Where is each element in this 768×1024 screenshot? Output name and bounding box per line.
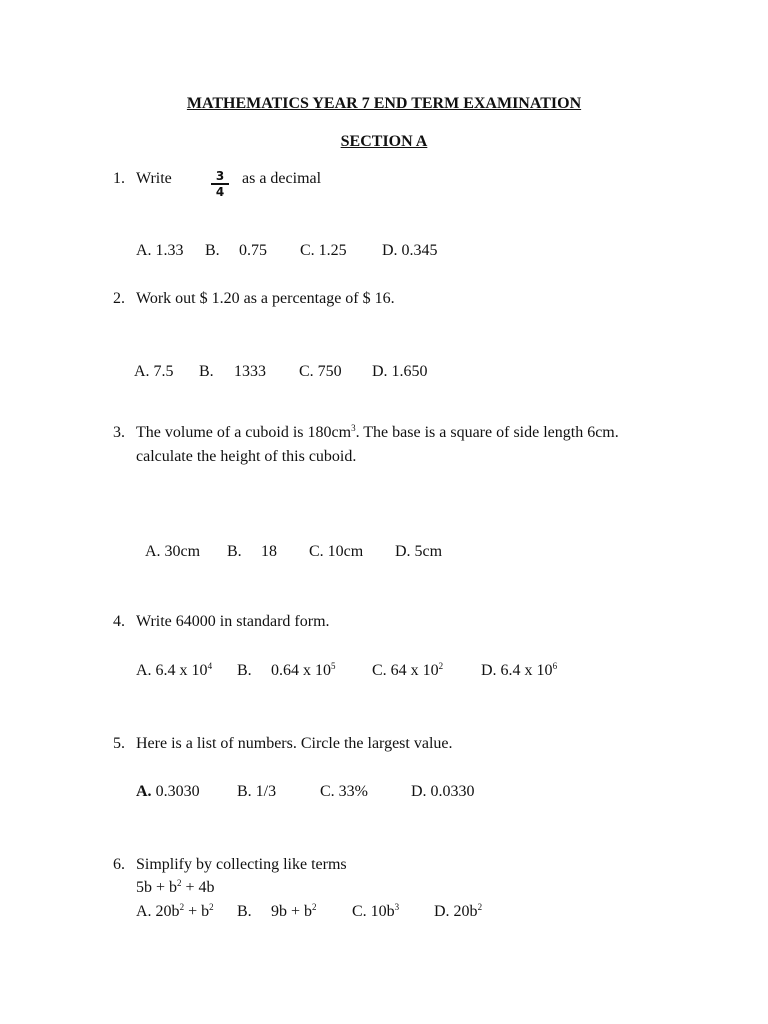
fraction	[211, 170, 229, 198]
option-b-letter: B.	[205, 242, 220, 259]
option-c: C. 1.25	[300, 242, 347, 259]
option-b: 1333	[234, 363, 266, 380]
question-number: 6.	[113, 856, 125, 873]
option-d: D. 6.4 x $10^6$	[481, 661, 558, 679]
question-text: Write 64000 in standard form.	[136, 613, 330, 630]
question-number: 4.	[113, 613, 125, 630]
option-b: 0.75	[239, 242, 267, 259]
option-c: C. 33%	[320, 783, 368, 800]
option-d: D. $20b^2$	[434, 902, 483, 920]
option-a: A. 1.33	[136, 242, 184, 259]
question-text: The volume of a cuboid is $180cm^3$. The base is a square of side length 6cm.	[136, 423, 619, 441]
question-number: 1.	[113, 170, 125, 187]
option-c: C. 10cm	[309, 543, 364, 560]
option-b: B. 1/3	[237, 783, 277, 800]
option-d: D. 5cm	[395, 543, 443, 560]
option-a: A. 30cm	[145, 543, 201, 560]
question-number: 2.	[113, 290, 125, 307]
option-c: C. 64 x $10^2$	[372, 661, 444, 679]
section-heading: SECTION A	[340, 133, 428, 150]
option-a: A. 7.5	[134, 363, 174, 380]
option-c: C. 750	[299, 363, 342, 380]
question-text: Simplify by collecting like terms	[136, 856, 347, 873]
fraction-numerator: 3	[215, 169, 225, 183]
question-text: Write	[136, 170, 172, 187]
option-c: C. $10b^3$	[352, 902, 400, 920]
option-a: A. 0.3030	[136, 783, 200, 800]
option-d: D. 1.650	[372, 363, 428, 380]
question-text-line-2: calculate the height of this cuboid.	[136, 448, 357, 465]
option-a: A. $20b^2 + b^2$	[136, 902, 214, 920]
question-text: Work out $ 1.20 as a percentage of $ 16.	[136, 290, 395, 307]
expression: $5b + b^2 + 4b$	[136, 878, 215, 896]
question-number: 5.	[113, 735, 125, 752]
exam-title: MATHEMATICS YEAR 7 END TERM EXAMINATION	[186, 95, 582, 112]
option-d: D. 0.345	[382, 242, 438, 259]
question-number: 3.	[113, 424, 125, 441]
option-b: 0.64 x $10^5$	[271, 661, 336, 679]
option-a: A. 6.4 x $10^4$	[136, 661, 213, 679]
option-b-letter: B.	[237, 903, 252, 920]
option-d: D. 0.0330	[411, 783, 475, 800]
option-b-letter: B.	[237, 662, 252, 679]
fraction-denominator: 4	[215, 184, 225, 199]
option-b-letter: B.	[199, 363, 214, 380]
option-b: 18	[261, 543, 277, 560]
question-text-continued: as a decimal	[242, 170, 322, 187]
option-b: $9b + b^2$	[271, 902, 317, 920]
option-b-letter: B.	[227, 543, 242, 560]
question-text: Here is a list of numbers. Circle the largest value.	[136, 735, 453, 752]
